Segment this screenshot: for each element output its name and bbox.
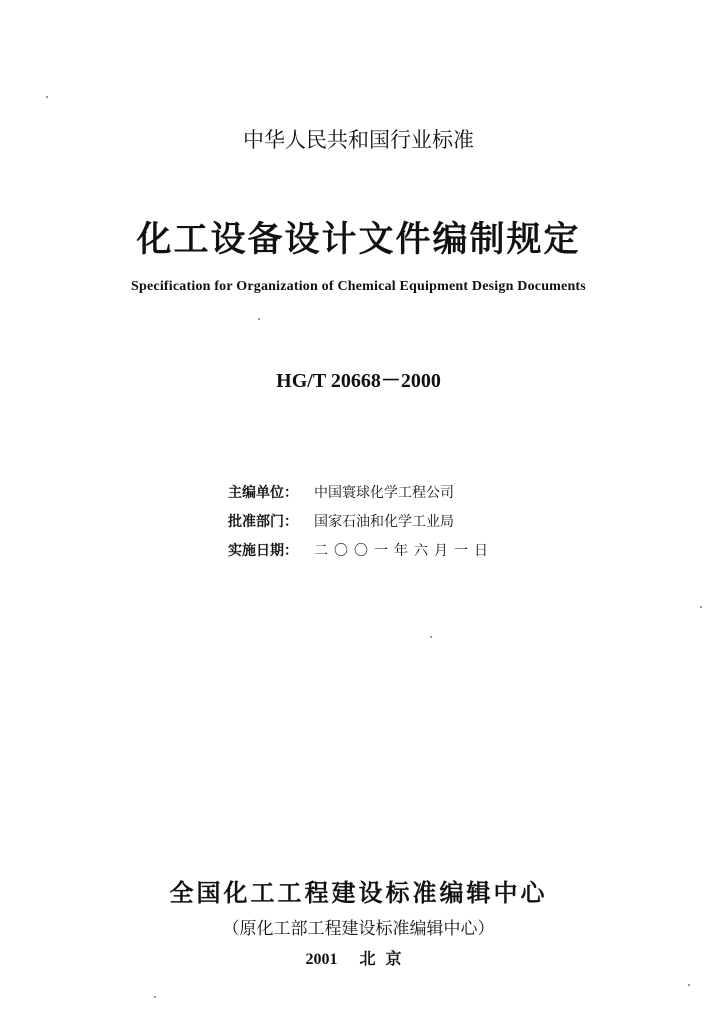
editor-value: 中国寰球化学工程公司: [314, 485, 454, 501]
standard-code: HG/T 20668－2000: [276, 370, 441, 392]
scan-speck: [700, 606, 702, 608]
editor-label: 主编单位：: [228, 485, 298, 501]
publication-line: [0, 946, 717, 969]
info-row-approver: [228, 511, 454, 531]
approver-label: 批准部门：: [228, 514, 298, 530]
scan-speck: [688, 984, 690, 986]
publication-year: 2001: [305, 951, 338, 968]
scan-speck: [154, 996, 156, 998]
info-row-editor: [228, 482, 454, 502]
standard-category-header: 中华人民共和国行业标准: [243, 128, 474, 152]
document-title-english: Specification for Organization of Chemical Equipment Design Documents: [131, 279, 586, 294]
document-title-chinese: 化工设备设计文件编制规定: [136, 220, 581, 260]
effective-date-label: 实施日期：: [228, 543, 298, 559]
approver-value: 国家石油和化学工业局: [314, 514, 454, 530]
info-row-effective-date: [228, 540, 494, 560]
scan-speck: [430, 636, 432, 638]
effective-date-value: 二〇〇一年六月一日: [314, 543, 494, 559]
scan-speck: [258, 318, 260, 320]
scan-speck: [46, 96, 48, 98]
publisher-former-name: （原化工部工程建设标准编辑中心）: [222, 919, 495, 939]
publication-city: 北京: [359, 949, 412, 968]
publisher-name: 全国化工工程建设标准编辑中心: [169, 879, 548, 907]
